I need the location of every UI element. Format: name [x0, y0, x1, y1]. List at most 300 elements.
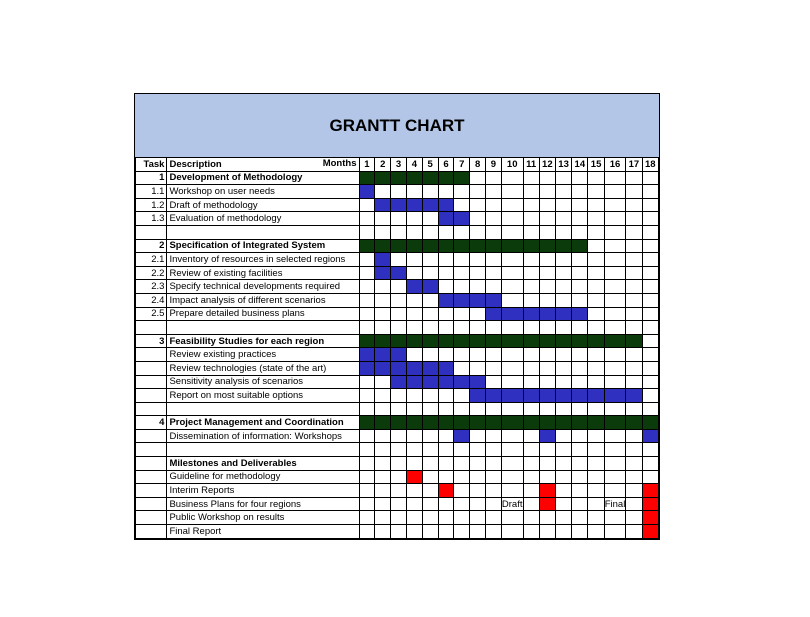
- empty-cell: [555, 497, 571, 511]
- empty-cell: [454, 389, 470, 403]
- empty-cell: [572, 198, 588, 212]
- empty-cell: [523, 280, 539, 294]
- empty-cell: [501, 348, 523, 362]
- empty-cell: [604, 239, 626, 253]
- empty-cell: [588, 239, 604, 253]
- empty-cell: [555, 429, 571, 443]
- empty-cell: [501, 280, 523, 294]
- empty-cell: [406, 484, 422, 498]
- gantt-bar-cell: [539, 389, 555, 403]
- blank-row: [136, 321, 659, 335]
- gantt-bar-cell: [501, 416, 523, 430]
- empty-cell: [501, 225, 523, 239]
- task-row: [136, 389, 659, 403]
- task-row: [136, 497, 659, 511]
- task-id: 2: [136, 239, 167, 253]
- month-header-11: 11: [523, 158, 539, 172]
- milestone-mark: [642, 484, 658, 498]
- milestone-mark: [642, 497, 658, 511]
- milestone-note: Draft: [501, 498, 523, 510]
- gantt-bar-cell: [486, 416, 502, 430]
- month-header-7: 7: [454, 158, 470, 172]
- task-id: [136, 443, 167, 457]
- month-header-13: 13: [555, 158, 571, 172]
- empty-cell: [626, 253, 642, 267]
- empty-cell: [539, 470, 555, 484]
- gantt-bar-cell: [626, 334, 642, 348]
- empty-cell: [454, 307, 470, 321]
- empty-cell: [642, 212, 658, 226]
- task-description: Review existing practices: [167, 348, 359, 362]
- gantt-bar-cell: [555, 389, 571, 403]
- empty-cell: [486, 185, 502, 199]
- empty-cell: [470, 470, 486, 484]
- empty-cell: [626, 321, 642, 335]
- empty-cell: [626, 429, 642, 443]
- chart-title: GRANTT CHART: [329, 115, 465, 135]
- empty-cell: [470, 212, 486, 226]
- empty-cell: [359, 225, 375, 239]
- task-row: [136, 361, 659, 375]
- empty-cell: [359, 198, 375, 212]
- empty-cell: [588, 253, 604, 267]
- title-band: [135, 94, 659, 158]
- gantt-bar-cell: [406, 171, 422, 185]
- empty-cell: [604, 361, 626, 375]
- empty-cell: [555, 171, 571, 185]
- empty-cell: [588, 497, 604, 511]
- empty-cell: [626, 225, 642, 239]
- gantt-bar-cell: [501, 307, 523, 321]
- task-row: [136, 348, 659, 362]
- empty-cell: [626, 443, 642, 457]
- gantt-bar-cell: [422, 375, 438, 389]
- header-description: [167, 158, 359, 172]
- gantt-bar-cell: [375, 348, 391, 362]
- empty-cell: [454, 266, 470, 280]
- empty-cell: [626, 212, 642, 226]
- empty-cell: [642, 321, 658, 335]
- gantt-bar-cell: [454, 239, 470, 253]
- gantt-bar-cell: [391, 416, 407, 430]
- empty-cell: [588, 470, 604, 484]
- empty-cell: [359, 402, 375, 416]
- empty-cell: [422, 185, 438, 199]
- empty-cell: [454, 348, 470, 362]
- empty-cell: [604, 307, 626, 321]
- gantt-bar-cell: [572, 389, 588, 403]
- empty-cell: [604, 171, 626, 185]
- month-header-14: 14: [572, 158, 588, 172]
- gantt-bar-cell: [438, 239, 454, 253]
- empty-cell: [555, 185, 571, 199]
- empty-cell: [588, 280, 604, 294]
- empty-cell: [422, 484, 438, 498]
- empty-cell: [359, 307, 375, 321]
- task-description: Inventory of resources in selected regions: [167, 253, 359, 267]
- empty-cell: [486, 375, 502, 389]
- empty-cell: [626, 484, 642, 498]
- task-row: [136, 457, 659, 471]
- empty-cell: [539, 511, 555, 525]
- empty-cell: [642, 348, 658, 362]
- gantt-bar-cell: [588, 334, 604, 348]
- empty-cell: [572, 525, 588, 539]
- month-header-17: 17: [626, 158, 642, 172]
- task-row: [136, 484, 659, 498]
- empty-cell: [642, 239, 658, 253]
- empty-cell: [470, 361, 486, 375]
- empty-cell: [555, 253, 571, 267]
- gantt-bar-cell: [375, 171, 391, 185]
- gantt-bar-cell: [406, 361, 422, 375]
- task-row: [136, 470, 659, 484]
- task-id: [136, 225, 167, 239]
- gantt-bar-cell: [523, 307, 539, 321]
- empty-cell: [375, 525, 391, 539]
- empty-cell: [359, 457, 375, 471]
- empty-cell: [642, 198, 658, 212]
- empty-cell: [572, 511, 588, 525]
- empty-cell: [470, 307, 486, 321]
- gantt-bar-cell: [539, 429, 555, 443]
- empty-cell: [642, 280, 658, 294]
- empty-cell: [438, 402, 454, 416]
- empty-cell: [642, 443, 658, 457]
- empty-cell: [438, 470, 454, 484]
- empty-cell: [406, 307, 422, 321]
- empty-cell: [406, 293, 422, 307]
- gantt-bar-cell: [438, 293, 454, 307]
- empty-cell: [422, 321, 438, 335]
- empty-cell: [391, 253, 407, 267]
- empty-cell: [588, 348, 604, 362]
- task-description: Review technologies (state of the art): [167, 361, 359, 375]
- empty-cell: [375, 212, 391, 226]
- empty-cell: [555, 470, 571, 484]
- empty-cell: [359, 497, 375, 511]
- milestone-mark: [642, 525, 658, 539]
- task-description: Evaluation of methodology: [167, 212, 359, 226]
- gantt-bar-cell: [588, 416, 604, 430]
- empty-cell: [604, 375, 626, 389]
- empty-cell: [486, 321, 502, 335]
- month-header-5: 5: [422, 158, 438, 172]
- task-description: Development of Methodology: [167, 171, 359, 185]
- empty-cell: [501, 171, 523, 185]
- empty-cell: [555, 293, 571, 307]
- empty-cell: [604, 470, 626, 484]
- empty-cell: [626, 198, 642, 212]
- gantt-bar-cell: [422, 198, 438, 212]
- empty-cell: [604, 253, 626, 267]
- empty-cell: [438, 253, 454, 267]
- empty-cell: [523, 497, 539, 511]
- empty-cell: [501, 361, 523, 375]
- empty-cell: [572, 402, 588, 416]
- empty-cell: [642, 171, 658, 185]
- task-id: [136, 361, 167, 375]
- empty-cell: [555, 212, 571, 226]
- gantt-bar-cell: [470, 239, 486, 253]
- gantt-bar-cell: [375, 416, 391, 430]
- empty-cell: [572, 266, 588, 280]
- empty-cell: [523, 457, 539, 471]
- empty-cell: [470, 443, 486, 457]
- empty-cell: [642, 361, 658, 375]
- empty-cell: [406, 525, 422, 539]
- empty-cell: [604, 457, 626, 471]
- task-id: [136, 429, 167, 443]
- empty-cell: [501, 402, 523, 416]
- gantt-bar-cell: [375, 266, 391, 280]
- task-row: [136, 198, 659, 212]
- empty-cell: [470, 525, 486, 539]
- task-id: 1.2: [136, 198, 167, 212]
- empty-cell: [501, 429, 523, 443]
- task-description: Draft of methodology: [167, 198, 359, 212]
- task-id: [136, 470, 167, 484]
- task-description: Project Management and Coordination: [167, 416, 359, 430]
- task-id: 2.2: [136, 266, 167, 280]
- header-task: Task: [136, 158, 167, 172]
- empty-cell: [523, 321, 539, 335]
- empty-cell: [604, 266, 626, 280]
- empty-cell: [391, 321, 407, 335]
- empty-cell: [501, 185, 523, 199]
- task-id: [136, 511, 167, 525]
- gantt-table: [135, 157, 659, 539]
- gantt-bar-cell: [604, 389, 626, 403]
- empty-cell: [626, 497, 642, 511]
- gantt-bar-cell: [539, 239, 555, 253]
- empty-cell: [523, 253, 539, 267]
- task-row: [136, 171, 659, 185]
- task-id: 1.3: [136, 212, 167, 226]
- empty-cell: [359, 389, 375, 403]
- gantt-bar-cell: [406, 280, 422, 294]
- empty-cell: [422, 443, 438, 457]
- empty-cell: [470, 511, 486, 525]
- empty-cell: [454, 361, 470, 375]
- empty-cell: [501, 375, 523, 389]
- empty-cell: [604, 293, 626, 307]
- empty-cell: [572, 484, 588, 498]
- empty-cell: [438, 525, 454, 539]
- empty-cell: [422, 457, 438, 471]
- empty-cell: [486, 253, 502, 267]
- gantt-bar-cell: [422, 334, 438, 348]
- empty-cell: [438, 321, 454, 335]
- task-id: [136, 375, 167, 389]
- empty-cell: [539, 321, 555, 335]
- gantt-bar-cell: [359, 171, 375, 185]
- empty-cell: [375, 484, 391, 498]
- gantt-bar-cell: [438, 416, 454, 430]
- empty-cell: [486, 470, 502, 484]
- empty-cell: [454, 253, 470, 267]
- empty-cell: [572, 470, 588, 484]
- empty-cell: [470, 402, 486, 416]
- empty-cell: [391, 484, 407, 498]
- task-row: [136, 307, 659, 321]
- task-description: [167, 443, 359, 457]
- month-header-15: 15: [588, 158, 604, 172]
- gantt-bar-cell: [391, 266, 407, 280]
- empty-cell: [626, 171, 642, 185]
- empty-cell: [523, 470, 539, 484]
- empty-cell: [438, 457, 454, 471]
- empty-cell: [604, 348, 626, 362]
- empty-cell: [470, 253, 486, 267]
- header-description-label: Description: [169, 158, 222, 170]
- empty-cell: [642, 253, 658, 267]
- empty-cell: [454, 280, 470, 294]
- empty-cell: [486, 525, 502, 539]
- empty-cell: [539, 198, 555, 212]
- empty-cell: [391, 389, 407, 403]
- empty-cell: [486, 348, 502, 362]
- gantt-bar-cell: [375, 253, 391, 267]
- empty-cell: [539, 280, 555, 294]
- task-description: Review of existing facilities: [167, 266, 359, 280]
- gantt-bar-cell: [588, 389, 604, 403]
- empty-cell: [588, 443, 604, 457]
- empty-cell: [359, 470, 375, 484]
- empty-cell: [555, 266, 571, 280]
- gantt-bar-cell: [454, 416, 470, 430]
- empty-cell: [406, 266, 422, 280]
- month-header-8: 8: [470, 158, 486, 172]
- gantt-bar-cell: [486, 389, 502, 403]
- empty-cell: [626, 402, 642, 416]
- empty-cell: [406, 348, 422, 362]
- month-header-10: 10: [501, 158, 523, 172]
- gantt-bar-cell: [406, 198, 422, 212]
- empty-cell: [523, 361, 539, 375]
- empty-cell: [572, 212, 588, 226]
- gantt-bar-cell: [454, 429, 470, 443]
- empty-cell: [454, 443, 470, 457]
- task-row: [136, 525, 659, 539]
- gantt-bar-cell: [359, 334, 375, 348]
- task-description: Impact analysis of different scenarios: [167, 293, 359, 307]
- empty-cell: [391, 511, 407, 525]
- gantt-bar-cell: [555, 307, 571, 321]
- task-id: 2.4: [136, 293, 167, 307]
- gantt-bar-cell: [486, 334, 502, 348]
- gantt-bar-cell: [470, 293, 486, 307]
- gantt-bar-cell: [486, 293, 502, 307]
- empty-cell: [438, 429, 454, 443]
- gantt-bar-cell: [438, 361, 454, 375]
- empty-cell: [626, 470, 642, 484]
- empty-cell: [359, 212, 375, 226]
- empty-cell: [604, 321, 626, 335]
- milestone-mark: [539, 497, 555, 511]
- empty-cell: [588, 212, 604, 226]
- empty-cell: [438, 389, 454, 403]
- empty-cell: [406, 185, 422, 199]
- empty-cell: [438, 307, 454, 321]
- empty-cell: [422, 348, 438, 362]
- task-description: Workshop on user needs: [167, 185, 359, 199]
- empty-cell: [523, 198, 539, 212]
- empty-cell: [359, 266, 375, 280]
- empty-cell: [539, 525, 555, 539]
- empty-cell: [359, 253, 375, 267]
- empty-cell: [470, 198, 486, 212]
- empty-cell: [375, 389, 391, 403]
- gantt-bar-cell: [523, 416, 539, 430]
- empty-cell: [501, 321, 523, 335]
- empty-cell: [523, 375, 539, 389]
- empty-cell: [555, 511, 571, 525]
- gantt-bar-cell: [486, 239, 502, 253]
- task-row: [136, 429, 659, 443]
- empty-cell: [642, 266, 658, 280]
- gantt-bar-cell: [438, 334, 454, 348]
- empty-cell: [422, 525, 438, 539]
- empty-cell: [391, 185, 407, 199]
- empty-cell: [555, 402, 571, 416]
- empty-cell: [588, 321, 604, 335]
- empty-cell: [501, 484, 523, 498]
- gantt-bar-cell: [470, 389, 486, 403]
- empty-cell: [470, 457, 486, 471]
- empty-cell: [406, 511, 422, 525]
- empty-cell: [406, 212, 422, 226]
- gantt-bar-cell: [523, 239, 539, 253]
- empty-cell: [626, 239, 642, 253]
- empty-cell: [604, 280, 626, 294]
- empty-cell: [422, 307, 438, 321]
- empty-cell: [391, 280, 407, 294]
- month-header-3: 3: [391, 158, 407, 172]
- empty-cell: [588, 266, 604, 280]
- gantt-bar-cell: [438, 171, 454, 185]
- empty-cell: [555, 484, 571, 498]
- empty-cell: [486, 198, 502, 212]
- empty-cell: [359, 484, 375, 498]
- empty-cell: [572, 443, 588, 457]
- empty-cell: [359, 280, 375, 294]
- empty-cell: [604, 212, 626, 226]
- empty-cell: [523, 266, 539, 280]
- task-row: [136, 375, 659, 389]
- task-description: Final Report: [167, 525, 359, 539]
- empty-cell: [539, 171, 555, 185]
- empty-cell: [391, 225, 407, 239]
- empty-cell: [604, 225, 626, 239]
- empty-cell: [438, 443, 454, 457]
- empty-cell: [555, 321, 571, 335]
- empty-cell: [375, 457, 391, 471]
- empty-cell: [391, 525, 407, 539]
- empty-cell: [391, 457, 407, 471]
- empty-cell: [523, 511, 539, 525]
- task-id: 2.1: [136, 253, 167, 267]
- empty-cell: [422, 225, 438, 239]
- gantt-bar-cell: [375, 334, 391, 348]
- empty-cell: [588, 307, 604, 321]
- empty-cell: [572, 497, 588, 511]
- empty-cell: [454, 321, 470, 335]
- empty-cell: [486, 212, 502, 226]
- milestone-note: Final: [604, 498, 626, 510]
- gantt-bar-cell: [391, 198, 407, 212]
- gantt-bar-cell: [422, 361, 438, 375]
